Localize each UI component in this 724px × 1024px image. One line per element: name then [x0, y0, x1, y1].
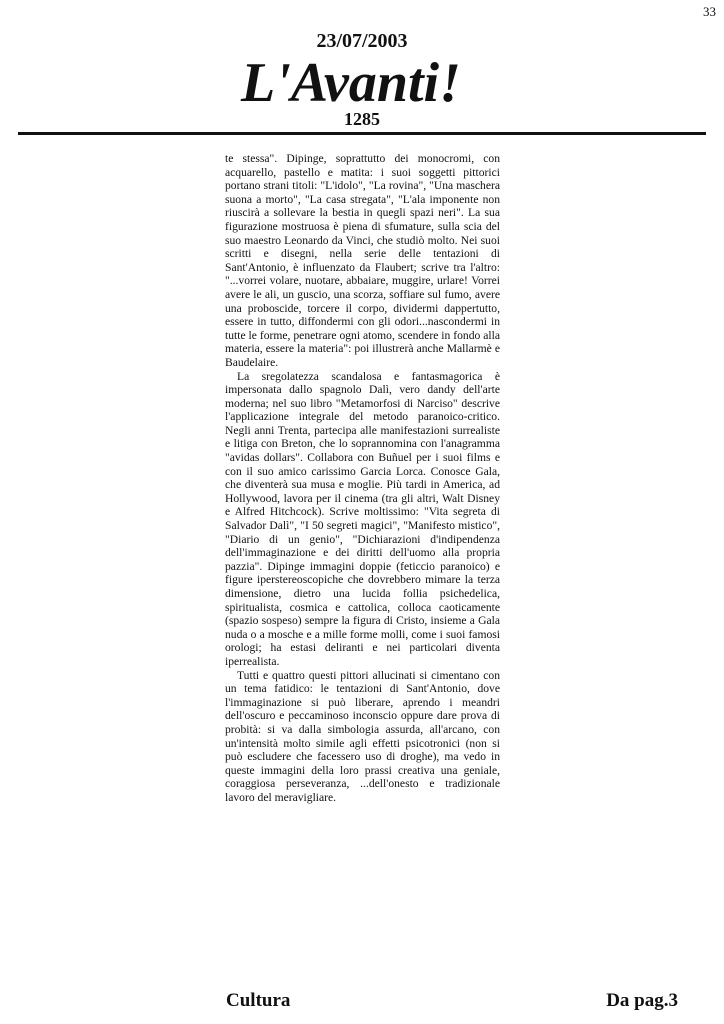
section-label: Cultura — [226, 990, 291, 1011]
continuation-label: Da pag.3 — [606, 990, 678, 1011]
article-body — [225, 152, 500, 805]
issue-number: 1285 — [344, 109, 380, 129]
article-paragraph: La sregolatezza scandalosa e fantasmagorica è impersonata dallo spagnolo Dalì, vero dandy dell'arte moderna; nel suo libro "Metamorfosi di Narciso" descrive l'applicazione integrale del metodo paranoico-critico. Negli anni Trenta, partecipa alle manifestazioni surrealiste e litiga con Breton, che lo soprannomina con l'anagramma "avidas dollars". Collabora con Buñuel per i suoi films e con il suo amico carissimo Garcia Lorca. Conosce Gala, che diventerà sua musa e moglie. Più tardi in America, ad Hollywood, lavora per il cinema (tra gli altri, Walt Disney e Alfred Hitchcock). Scrive moltissimo: "Vita segreta di Salvador Dalì", "I 50 segreti magici", "Manifesto mistico", "Diario di un genio", "Dichiarazioni d'indipendenza dell'immaginazione e dei diritti dell'uomo alla propria pazzia". Dipinge immagini doppie (feticcio paranoico) e figure iperstereoscopiche che dovrebbero mimare la terza dimensione, dietro una lucida follia psichedelica, spiritualista, cosmica e cattolica, colloca caoticamente (spazio sospeso) sempre la figura di Cristo, insieme a Gala nuda o a mosche e a mille forme molli, come i suoi famosi orologi; ha estasi deliranti e nei particolari diventa iperrealista. — [225, 369, 500, 668]
page-number: 33 — [703, 4, 716, 19]
article-paragraph: te stessa". Dipinge, soprattutto dei monocromi, con acquarello, pastello e matita: i suoi soggetti pittorici portano strani titoli: "L'idolo", "La rovina", "Una maschera suona a morto", "La casa stregata", "L'ala imponente non riuscirà a sollevare la bestia in quegli spazi neri". La sua figurazione mostruosa è piena di sfumature, sulla scia del suo maestro Leonardo da Vinci, che studiò molto. Nei suoi scritti e disegni, nella serie delle tentazioni di Sant'Antonio, è influenzato da Flaubert; scrive tra l'altro: "...vorrei volare, nuotare, abbaiare, muggire, urlare! Vorrei avere le ali, un guscio, una scorza, soffiare sul fumo, avere una proboscide, torcere il corpo, dividermi dappertutto, essere in tutto, diffondermi con gli odori...nascondermi in tutte le forme, penetrare ogni atomo, scendere in fondo alla materia, essere la materia": poi illustrerà anche Mallarmè e Baudelaire. — [225, 152, 500, 369]
article-paragraph: Tutti e quattro questi pittori allucinati si cimentano con un tema fatidico: le tentazioni di Sant'Antonio, dove l'immaginazione si può liberare, aprendo i meandri dell'oscuro e peccaminoso inconscio oppure dare prova di probità: si va dalla simbologia assurda, all'arcano, con un'intensità molto simile agli effetti psicotronici (non si può escludere che facessero uso di droghe), ma vedo in queste immagini della loro prassi creativa una geniale, coraggiosa perseveranza, ...dell'onesto e tradizionale lavoro del meravigliare. — [225, 668, 500, 804]
newspaper-logo — [0, 50, 724, 112]
logo-wordmark: L'Avanti! — [241, 52, 461, 112]
avanti-logo-graphic — [237, 50, 487, 112]
publication-date: 23/07/2003 — [316, 30, 408, 52]
header-rule — [18, 132, 706, 135]
